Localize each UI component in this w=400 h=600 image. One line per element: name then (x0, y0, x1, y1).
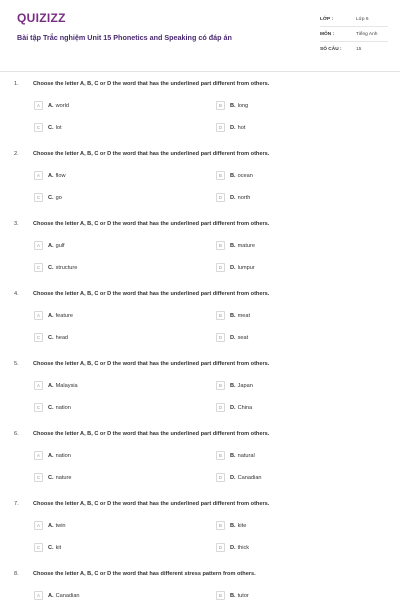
answer-label (48, 265, 77, 271)
answer-option-b[interactable] (216, 171, 253, 180)
meta-value: 15 (356, 47, 362, 52)
answer-option-b[interactable] (216, 451, 255, 460)
answer-letter: C. (48, 264, 54, 271)
answer-letter: A. (48, 592, 54, 599)
question-text: Choose the letter A, B, C or D the word that has the underlined part different from others. (33, 431, 270, 437)
answer-word: meat (237, 312, 251, 319)
answer-checkbox[interactable]: B (216, 521, 225, 530)
question-text: Choose the letter A, B, C or D the word that has the underlined part different from others. (33, 81, 270, 87)
answer-option-a[interactable] (34, 101, 69, 110)
answer-checkbox[interactable]: A (34, 101, 43, 110)
answer-option-a[interactable] (34, 451, 71, 460)
meta-row-class (320, 12, 388, 27)
answer-letter: B. (230, 382, 236, 389)
answer-checkbox[interactable]: C (34, 473, 43, 482)
answer-letter: D. (230, 544, 236, 551)
answer-letter: D. (230, 474, 236, 481)
question-text: Choose the letter A, B, C or D the word that has the underlined part different from others. (33, 221, 270, 227)
answer-label (48, 195, 62, 201)
answer-option-a[interactable] (34, 591, 80, 600)
answer-option-b[interactable] (216, 521, 246, 530)
answer-letter: D. (230, 124, 236, 131)
answer-letter: C. (48, 334, 54, 341)
meta-row-subject (320, 27, 388, 42)
answer-label (230, 243, 255, 249)
answer-word: world (55, 102, 69, 109)
answer-checkbox[interactable]: D (216, 333, 225, 342)
answer-label (48, 475, 71, 481)
answer-label (48, 173, 66, 179)
answer-option-c[interactable] (34, 403, 71, 412)
question-7 (0, 501, 400, 571)
question-3 (0, 221, 400, 291)
answer-word: tutor (237, 592, 249, 599)
answer-word: kit (55, 544, 62, 551)
answer-letter: D. (230, 334, 236, 341)
answer-checkbox[interactable]: B (216, 311, 225, 320)
header-divider (0, 71, 400, 72)
answer-checkbox[interactable]: C (34, 333, 43, 342)
answer-checkbox[interactable]: A (34, 521, 43, 530)
answer-checkbox[interactable]: B (216, 101, 225, 110)
answer-letter: B. (230, 242, 236, 249)
worksheet-header (0, 0, 400, 64)
meta-value: Tiếng Anh (356, 31, 378, 37)
answer-word: feature (55, 312, 74, 319)
answer-letter: C. (48, 194, 54, 201)
answer-letter: A. (48, 242, 54, 249)
answer-word: twin (55, 522, 66, 529)
answer-word: hot (237, 124, 246, 131)
answer-label (48, 405, 71, 411)
answer-word: natural (237, 452, 255, 459)
answer-label (48, 523, 66, 529)
answer-label (48, 313, 73, 319)
answer-checkbox[interactable]: A (34, 381, 43, 390)
answer-option-c[interactable] (34, 193, 62, 202)
answer-label (230, 523, 246, 529)
answer-word: kite (237, 522, 247, 529)
answer-letter: C. (48, 124, 54, 131)
answer-word: Japan (237, 382, 253, 389)
answer-checkbox[interactable]: B (216, 451, 225, 460)
answer-option-a[interactable] (34, 311, 73, 320)
answer-checkbox[interactable]: A (34, 451, 43, 460)
question-1 (0, 81, 400, 151)
answer-checkbox[interactable]: A (34, 311, 43, 320)
answer-label (230, 103, 248, 109)
answer-checkbox[interactable]: A (34, 591, 43, 600)
answer-letter: B. (230, 172, 236, 179)
answer-checkbox[interactable]: C (34, 403, 43, 412)
answer-checkbox[interactable]: B (216, 171, 225, 180)
answer-letter: C. (48, 474, 54, 481)
answer-option-d[interactable] (216, 473, 262, 482)
question-4 (0, 291, 400, 361)
answer-option-a[interactable] (34, 171, 66, 180)
answer-word: gulf (55, 242, 65, 249)
answer-label (48, 383, 78, 389)
answer-label (48, 453, 71, 459)
answer-letter: D. (230, 264, 236, 271)
answer-option-c[interactable] (34, 333, 68, 342)
answer-letter: A. (48, 102, 54, 109)
question-number: 3. (14, 221, 19, 227)
answer-checkbox[interactable]: B (216, 591, 225, 600)
meta-key: LỚP : (320, 16, 334, 22)
answer-checkbox[interactable]: B (216, 241, 225, 250)
worksheet-title: Bài tập Trắc nghiệm Unit 15 Phonetics and Speaking có đáp án (17, 33, 232, 42)
question-number: 4. (14, 291, 19, 297)
answer-word: nation (55, 452, 71, 459)
answer-option-b[interactable] (216, 381, 253, 390)
answer-word: lumpur (237, 264, 255, 271)
answer-letter: D. (230, 404, 236, 411)
answer-word: mature (237, 242, 256, 249)
worksheet-meta (320, 12, 388, 57)
answer-option-d[interactable] (216, 123, 245, 132)
answer-label (230, 313, 250, 319)
answer-word: nature (55, 474, 72, 481)
answer-letter: C. (48, 404, 54, 411)
answer-letter: B. (230, 592, 236, 599)
answer-label (230, 453, 255, 459)
question-number: 8. (14, 571, 19, 577)
question-number: 1. (14, 81, 19, 87)
answer-label (230, 335, 248, 341)
question-number: 7. (14, 501, 19, 507)
answer-label (230, 593, 249, 599)
answer-word: Malaysia (55, 382, 78, 389)
answer-checkbox[interactable]: B (216, 381, 225, 390)
answer-label (230, 475, 262, 481)
answer-word: structure (55, 264, 78, 271)
answer-option-d[interactable] (216, 193, 250, 202)
answer-label (48, 103, 69, 109)
meta-key: MÔN : (320, 31, 335, 37)
answer-word: north (237, 194, 251, 201)
answer-word: head (55, 334, 69, 341)
meta-row-question-count (320, 42, 388, 57)
question-text: Choose the letter A, B, C or D the word that has the underlined part different from others. (33, 501, 270, 507)
answer-label (230, 195, 250, 201)
answer-checkbox[interactable]: C (34, 193, 43, 202)
question-8 (0, 571, 400, 600)
answer-option-b[interactable] (216, 311, 250, 320)
answer-checkbox[interactable]: A (34, 171, 43, 180)
answer-word: flow (55, 172, 66, 179)
answer-letter: A. (48, 522, 54, 529)
answer-option-a[interactable] (34, 521, 66, 530)
question-text: Choose the letter A, B, C or D the word that has the underlined part different from others. (33, 291, 270, 297)
answer-checkbox[interactable]: D (216, 473, 225, 482)
answer-letter: B. (230, 522, 236, 529)
answer-option-d[interactable] (216, 333, 248, 342)
answer-checkbox[interactable]: D (216, 123, 225, 132)
answer-checkbox[interactable]: D (216, 193, 225, 202)
question-text: Choose the letter A, B, C or D the word that has different stress pattern from others. (33, 571, 256, 577)
answer-word: nation (55, 404, 71, 411)
answer-option-c[interactable] (34, 473, 71, 482)
answer-word: thick (237, 544, 250, 551)
question-5 (0, 361, 400, 431)
question-number: 2. (14, 151, 19, 157)
answer-letter: B. (230, 312, 236, 319)
answer-option-b[interactable] (216, 101, 248, 110)
answer-letter: C. (48, 544, 54, 551)
question-text: Choose the letter A, B, C or D the word that has the underlined part different from others. (33, 361, 270, 367)
answer-letter: B. (230, 452, 236, 459)
question-text: Choose the letter A, B, C or D the word that has the underlined part different from others. (33, 151, 270, 157)
answer-label (230, 125, 245, 131)
answer-option-d[interactable] (216, 543, 249, 552)
answer-option-c[interactable] (34, 123, 62, 132)
answer-letter: D. (230, 194, 236, 201)
answer-letter: B. (230, 102, 236, 109)
answer-word: seat (237, 334, 249, 341)
answer-word: long (237, 102, 249, 109)
answer-option-a[interactable] (34, 241, 65, 250)
meta-value: Lớp 6 (356, 16, 369, 22)
answer-checkbox[interactable]: D (216, 543, 225, 552)
answer-word: China (237, 404, 253, 411)
answer-word: Canadian (55, 592, 80, 599)
answer-option-c[interactable] (34, 263, 77, 272)
answer-label (230, 545, 249, 551)
answer-checkbox[interactable]: A (34, 241, 43, 250)
answer-label (230, 265, 255, 271)
answer-checkbox[interactable]: C (34, 543, 43, 552)
answer-letter: A. (48, 452, 54, 459)
question-number: 5. (14, 361, 19, 367)
answer-option-b[interactable] (216, 591, 249, 600)
answer-checkbox[interactable]: D (216, 263, 225, 272)
question-number: 6. (14, 431, 19, 437)
answer-word: ocean (237, 172, 253, 179)
answer-word: Canadian (237, 474, 262, 481)
answer-option-b[interactable] (216, 241, 255, 250)
answer-option-d[interactable] (216, 263, 255, 272)
question-6 (0, 431, 400, 501)
answer-label (48, 243, 65, 249)
answer-letter: A. (48, 172, 54, 179)
meta-key: SỐ CÂU : (320, 47, 342, 52)
answer-label (230, 383, 253, 389)
answer-letter: A. (48, 312, 54, 319)
answer-checkbox[interactable]: D (216, 403, 225, 412)
answer-word: go (55, 194, 62, 201)
question-2 (0, 151, 400, 221)
answer-label (230, 405, 252, 411)
quizizz-logo: QUIZIZZ (17, 11, 66, 25)
answer-label (230, 173, 253, 179)
answer-checkbox[interactable]: C (34, 263, 43, 272)
answer-letter: A. (48, 382, 54, 389)
answer-option-c[interactable] (34, 543, 61, 552)
answer-checkbox[interactable]: C (34, 123, 43, 132)
answer-label (48, 335, 68, 341)
answer-label (48, 125, 62, 131)
answer-option-a[interactable] (34, 381, 78, 390)
answer-word: lot (55, 124, 62, 131)
answer-option-d[interactable] (216, 403, 252, 412)
answer-label (48, 545, 61, 551)
answer-label (48, 593, 80, 599)
